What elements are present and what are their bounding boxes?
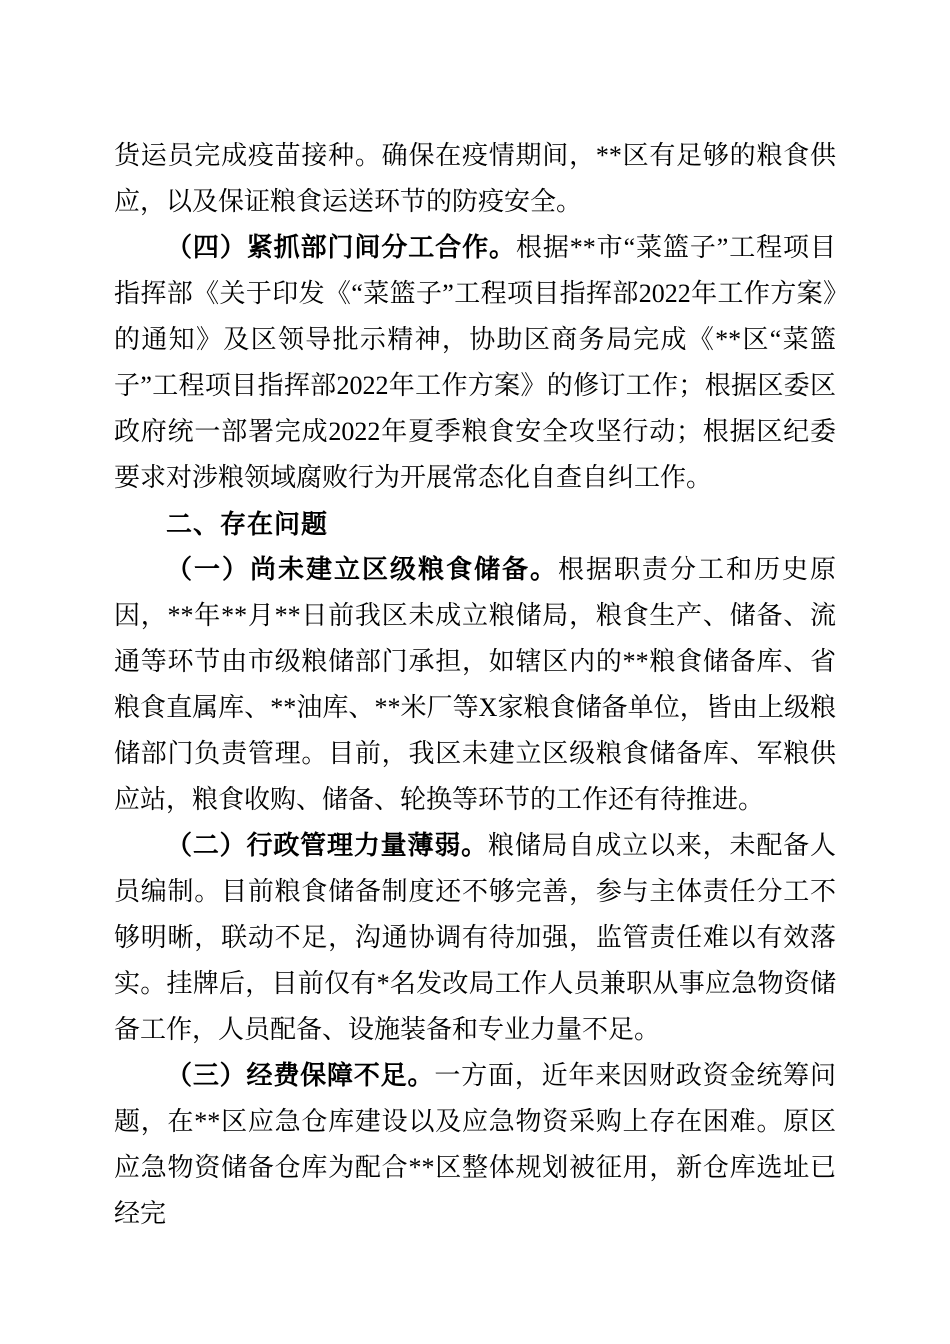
paragraph-lead: （三）经费保障不足。 (166, 1061, 435, 1090)
paragraph-lead: （一）尚未建立区级粮食储备。 (166, 555, 558, 584)
paragraph-lead: （二）行政管理力量薄弱。 (166, 831, 488, 860)
paragraph-text: 根据职责分工和历史原因，**年**月**日前我区未成立粮储局，粮食生产、储备、流通等环节由市级粮储部门承担，如辖区内的**粮食储备库、省粮食直属库、**油库、**米厂等X家粮食储备单位，皆由上级粮储部门负责管理。目前，我区未建立区级粮食储备库、军粮供应站，粮食收购、储备、轮换等环节的工作还有待推进。 (114, 555, 836, 814)
paragraph-continuation (114, 133, 836, 225)
paragraph-text: 货运员完成疫苗接种。确保在疫情期间，**区有足够的粮食供应，以及保证粮食运送环节的防疫安全。 (114, 141, 836, 216)
paragraph-item-1 (114, 547, 836, 823)
paragraph-item-4 (114, 225, 836, 501)
section-heading: 二、存在问题 (166, 509, 329, 539)
paragraph-text: 粮储局自成立以来，未配备人员编制。目前粮食储备制度还不够完善，参与主体责任分工不够明晰，联动不足，沟通协调有待加强，监管责任难以有效落实。挂牌后，目前仅有*名发改局工作人员兼职从事应急物资储备工作，人员配备、设施装备和专业力量不足。 (114, 831, 836, 1044)
paragraph-item-2 (114, 823, 836, 1053)
paragraph-text: 一方面，近年来因财政资金统筹问题，在**区应急仓库建设以及应急物资采购上存在困难。原区应急物资储备仓库为配合**区整体规划被征用，新仓库选址已经完 (114, 1061, 836, 1228)
paragraph-text: 根据**市“菜篮子”工程项目指挥部《关于印发《“菜篮子”工程项目指挥部2022年工作方案》的通知》及区领导批示精神，协助区商务局完成《**区“菜篮子”工程项目指挥部2022年工作方案》的修订工作；根据区委区政府统一部署完成2022年夏季粮食安全攻坚行动；根据区纪委要求对涉粮领域腐败行为开展常态化自查自纠工作。 (114, 233, 836, 492)
paragraph-item-3 (114, 1053, 836, 1237)
paragraph-lead: （四）紧抓部门间分工合作。 (166, 233, 516, 262)
